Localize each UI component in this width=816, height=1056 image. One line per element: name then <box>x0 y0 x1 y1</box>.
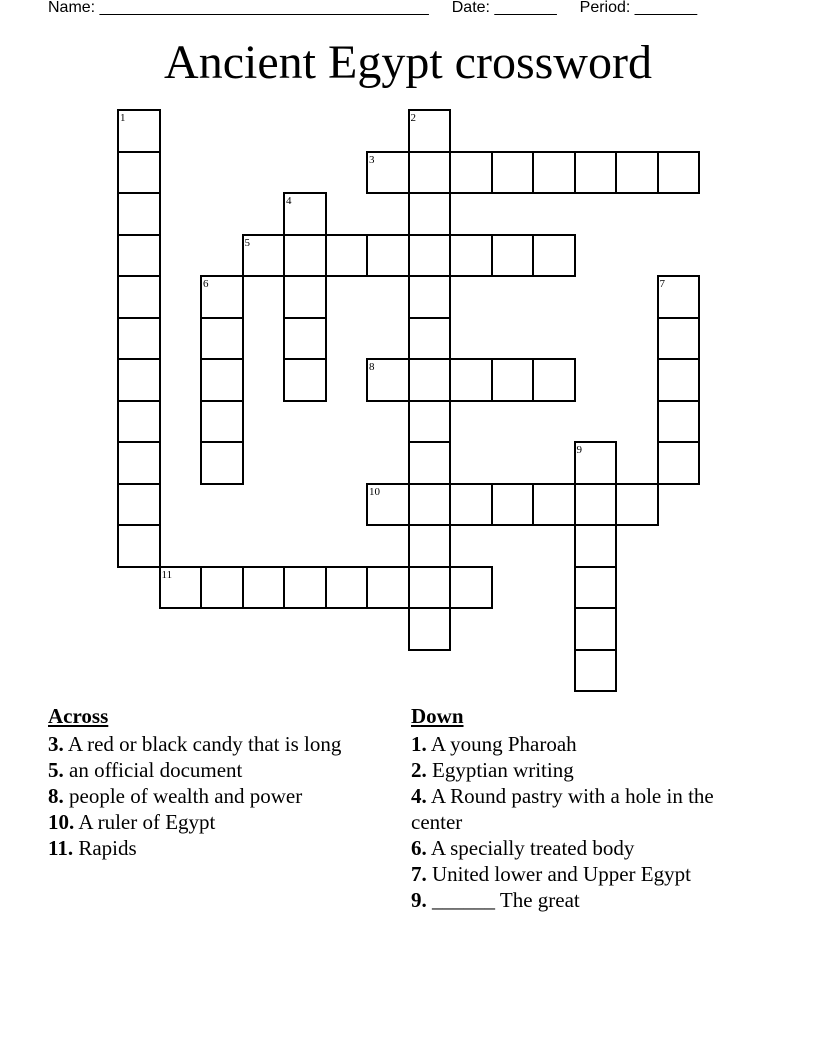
crossword-cell[interactable] <box>408 317 452 361</box>
down-clue <box>411 757 741 783</box>
down-clue <box>411 731 741 757</box>
crossword-cell[interactable] <box>200 441 244 485</box>
crossword-cell[interactable] <box>657 317 701 361</box>
crossword-cell[interactable] <box>283 192 327 236</box>
clue-number: 3 <box>369 153 375 166</box>
crossword-cell[interactable] <box>449 566 493 610</box>
crossword-cell[interactable] <box>491 151 535 195</box>
clue-text: Rapids <box>73 836 137 860</box>
across-clues <box>48 703 368 861</box>
crossword-cell[interactable] <box>117 192 161 236</box>
crossword-cell[interactable] <box>408 358 452 402</box>
crossword-cell[interactable] <box>657 358 701 402</box>
date-label: Date: <box>451 0 490 16</box>
crossword-cell[interactable] <box>408 275 452 319</box>
crossword-cell[interactable] <box>408 441 452 485</box>
across-clue <box>48 731 368 757</box>
down-heading: Down <box>411 704 464 728</box>
across-clue <box>48 757 368 783</box>
clue-number: 4 <box>286 195 292 207</box>
crossword-cell[interactable] <box>117 151 161 195</box>
clue-text: an official document <box>63 758 243 782</box>
crossword-cell[interactable] <box>574 649 618 693</box>
crossword-cell[interactable] <box>574 524 618 568</box>
crossword-cell[interactable] <box>408 234 452 278</box>
crossword-cell[interactable] <box>532 234 576 278</box>
down-clue <box>411 835 741 861</box>
crossword-cell[interactable] <box>657 151 701 195</box>
clue-number: 3. <box>48 732 64 756</box>
crossword-cell[interactable] <box>325 566 369 610</box>
crossword-cell[interactable] <box>117 441 161 485</box>
crossword-cell[interactable] <box>366 151 410 195</box>
clue-text: people of wealth and power <box>63 784 303 808</box>
clue-number: 10 <box>369 485 380 498</box>
clue-number: 6 <box>203 278 209 290</box>
crossword-cell[interactable] <box>366 566 410 610</box>
crossword-cell[interactable] <box>117 524 161 568</box>
period-blank[interactable]: _______ <box>634 0 698 16</box>
crossword-cell[interactable] <box>117 317 161 361</box>
crossword-cell[interactable] <box>657 441 701 485</box>
down-clues <box>411 703 741 913</box>
clue-number: 7 <box>659 278 665 290</box>
crossword-cell[interactable] <box>491 234 535 278</box>
crossword-cell[interactable] <box>117 275 161 319</box>
period-label: Period: <box>579 0 631 16</box>
clue-number: 6. <box>411 836 427 860</box>
crossword-cell[interactable] <box>408 151 452 195</box>
crossword-cell[interactable] <box>408 566 452 610</box>
clue-text: A specially treated body <box>426 836 635 860</box>
clue-number: 8 <box>369 361 375 373</box>
clue-text: A Round pastry with a hole in the center <box>411 784 714 834</box>
crossword-cell[interactable] <box>574 151 618 195</box>
crossword-cell[interactable] <box>117 234 161 278</box>
crossword-cell[interactable] <box>366 234 410 278</box>
clue-number: 11. <box>48 836 74 860</box>
crossword-cell[interactable] <box>615 151 659 195</box>
crossword-cell[interactable] <box>449 234 493 278</box>
clue-number: 5 <box>244 236 250 249</box>
clue-text: A red or black candy that is long <box>63 732 342 756</box>
crossword-cell[interactable] <box>574 441 618 485</box>
clue-number: 5. <box>48 758 64 782</box>
crossword-cell[interactable] <box>657 400 701 444</box>
crossword-cell[interactable] <box>574 607 618 651</box>
clue-number: 1 <box>120 112 126 124</box>
clue-number: 8. <box>48 784 64 808</box>
crossword-cell[interactable] <box>657 275 701 319</box>
name-label: Name: <box>48 0 96 16</box>
clue-number: 2. <box>411 758 427 782</box>
down-clue <box>411 861 741 887</box>
clue-text: A ruler of Egypt <box>74 810 216 834</box>
date-blank[interactable]: _______ <box>494 0 557 16</box>
crossword-cell[interactable] <box>491 358 535 402</box>
across-clue <box>48 783 368 809</box>
crossword-cell[interactable] <box>200 317 244 361</box>
crossword-cell[interactable] <box>574 483 618 527</box>
crossword-cell[interactable] <box>532 358 576 402</box>
down-clue-list <box>411 731 741 913</box>
crossword-cell[interactable] <box>408 483 452 527</box>
name-blank[interactable]: _____________________________________ <box>99 0 429 16</box>
crossword-cell[interactable] <box>449 483 493 527</box>
crossword-cell[interactable] <box>325 234 369 278</box>
crossword-cell[interactable] <box>408 400 452 444</box>
clue-text: Egyptian writing <box>426 758 574 782</box>
clue-number: 9 <box>576 444 582 456</box>
crossword-cell[interactable] <box>200 566 244 610</box>
clue-number: 10. <box>48 810 75 834</box>
crossword-cell[interactable] <box>242 566 286 610</box>
crossword-cell[interactable] <box>449 151 493 195</box>
clue-number: 2 <box>410 112 416 124</box>
clue-text: United lower and Upper Egypt <box>426 862 691 886</box>
crossword-cell[interactable] <box>408 524 452 568</box>
across-clue <box>48 835 368 861</box>
crossword-cell[interactable] <box>283 358 327 402</box>
crossword-cell[interactable] <box>283 275 327 319</box>
clue-text: ______ The great <box>426 888 580 912</box>
crossword-cell[interactable] <box>491 483 535 527</box>
clue-number: 1. <box>411 732 427 756</box>
crossword-cell[interactable] <box>283 566 327 610</box>
crossword-cell[interactable] <box>200 275 244 319</box>
page-title: Ancient Egypt crossword <box>164 36 652 89</box>
crossword-cell[interactable] <box>117 400 161 444</box>
clue-number: 4. <box>411 784 427 808</box>
crossword-cell[interactable] <box>532 151 576 195</box>
crossword-cell[interactable] <box>615 483 659 527</box>
crossword-cell[interactable] <box>366 358 410 402</box>
down-clue <box>411 887 741 913</box>
clue-number: 7. <box>411 862 427 886</box>
across-heading: Across <box>48 704 109 728</box>
crossword-cell[interactable] <box>117 483 161 527</box>
down-clue <box>411 783 741 835</box>
crossword-cell[interactable] <box>366 483 410 527</box>
clue-number: 9. <box>411 888 427 912</box>
clue-number: 11 <box>161 568 173 581</box>
crossword-cell[interactable] <box>117 358 161 402</box>
crossword-cell[interactable] <box>159 566 203 610</box>
crossword-cell[interactable] <box>574 566 618 610</box>
crossword-cell[interactable] <box>408 109 452 153</box>
crossword-cell[interactable] <box>242 234 286 278</box>
crossword-cell[interactable] <box>283 317 327 361</box>
across-clue <box>48 809 368 835</box>
crossword-cell[interactable] <box>200 400 244 444</box>
crossword-cell[interactable] <box>408 192 452 236</box>
crossword-cell[interactable] <box>449 358 493 402</box>
clue-text: A young Pharoah <box>426 732 577 756</box>
crossword-cell[interactable] <box>283 234 327 278</box>
crossword-cell[interactable] <box>117 109 161 153</box>
crossword-cell[interactable] <box>200 358 244 402</box>
crossword-cell[interactable] <box>408 607 452 651</box>
crossword-cell[interactable] <box>532 483 576 527</box>
across-clue-list <box>48 731 368 861</box>
